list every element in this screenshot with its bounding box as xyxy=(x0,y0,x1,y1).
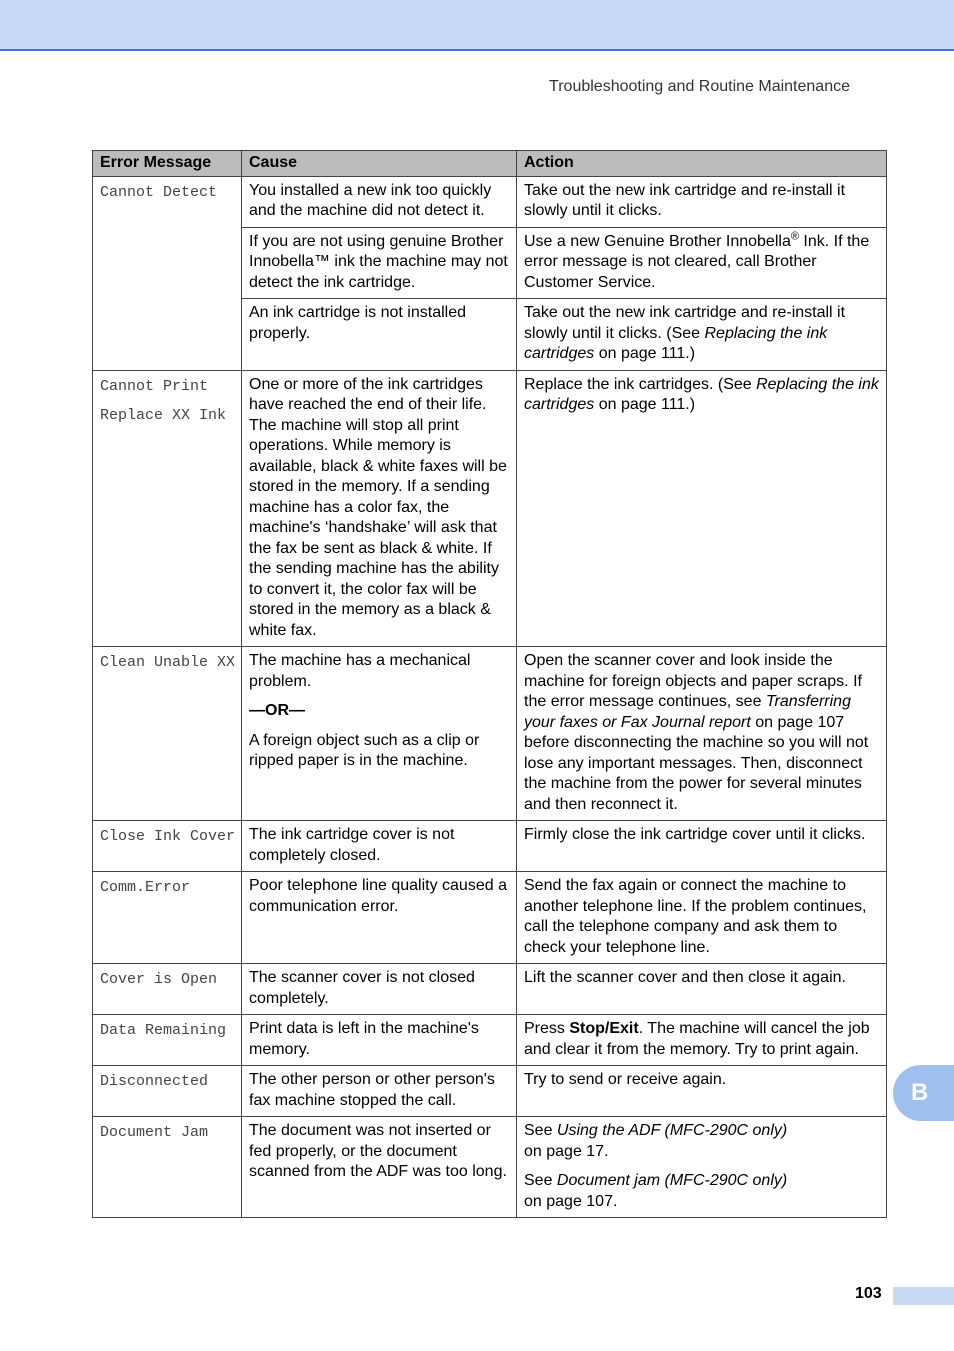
action-text: Replace the ink cartridges. (See xyxy=(524,375,757,393)
error-code: Close Ink Cover xyxy=(100,828,236,845)
table-header-row xyxy=(93,151,887,177)
running-header: Troubleshooting and Routine Maintenance xyxy=(549,78,850,95)
cause-cell: An ink cartridge is not installed properly. xyxy=(242,299,517,371)
column-header-action: Action xyxy=(517,151,887,177)
column-header-cause: Cause xyxy=(242,151,517,177)
action-cell xyxy=(517,1015,887,1066)
error-code: Clean Unable XX xyxy=(100,654,236,671)
error-code: Replace XX Ink xyxy=(100,407,227,424)
page-number: 103 xyxy=(855,1285,882,1302)
cause-cell: If you are not using genuine Brother Innobella™ ink the machine may not detect the ink cartridge. xyxy=(242,227,517,299)
action-text: on page 107. xyxy=(524,1192,618,1210)
action-cell: Firmly close the ink cartridge cover until it clicks. xyxy=(517,821,887,872)
error-message-cell xyxy=(93,176,242,370)
action-cell: Lift the scanner cover and then close it again. xyxy=(517,964,887,1015)
error-message-table xyxy=(92,150,887,1218)
error-message-cell xyxy=(93,1015,242,1066)
page-number-bar xyxy=(893,1287,954,1305)
error-message-cell xyxy=(93,1066,242,1117)
error-code: Disconnected xyxy=(100,1073,209,1090)
action-text: . The machine will cancel the job and clear it from the memory. Try to print again. xyxy=(524,1020,870,1058)
error-message-cell xyxy=(93,964,242,1015)
table-row xyxy=(93,370,887,647)
action-paragraph xyxy=(524,1171,881,1212)
cross-reference: Replacing the ink cartridges xyxy=(524,324,828,362)
table-row xyxy=(93,647,887,821)
column-header-error-message: Error Message xyxy=(93,151,242,177)
action-cell xyxy=(517,227,887,299)
error-code: Comm.Error xyxy=(100,879,191,896)
error-code: Document Jam xyxy=(100,1124,209,1141)
table-row xyxy=(93,821,887,872)
key-name: Stop/Exit xyxy=(569,1020,639,1037)
action-text: See xyxy=(524,1172,557,1189)
action-cell xyxy=(517,299,887,371)
cause-cell: The other person or other person's fax machine stopped the call. xyxy=(242,1066,517,1117)
or-separator: —OR— xyxy=(249,702,305,719)
chapter-tab xyxy=(893,1065,954,1121)
cross-reference: Replacing the ink cartridges xyxy=(524,375,879,413)
action-cell xyxy=(517,647,887,821)
action-text: on page 111.) xyxy=(594,396,696,413)
error-code: Cannot Detect xyxy=(100,183,218,201)
error-code: Cannot Print xyxy=(100,377,209,395)
cause-cell: The scanner cover is not closed completely. xyxy=(242,964,517,1015)
action-cell: Try to send or receive again. xyxy=(517,1066,887,1117)
error-message-cell xyxy=(93,370,242,647)
action-text: on page 17. xyxy=(524,1142,609,1160)
table-row xyxy=(93,1117,887,1218)
cause-cell: Poor telephone line quality caused a communication error. xyxy=(242,872,517,964)
error-code: Cover is Open xyxy=(100,971,218,988)
cause-cell: Print data is left in the machine's memory. xyxy=(242,1015,517,1066)
action-text: on page 107 before disconnecting the machine so you will not lose any important messages. Then, disconnect the machine from the power for several minutes and then reconnect it. xyxy=(524,713,869,813)
error-message-cell xyxy=(93,1117,242,1218)
table-row xyxy=(93,176,887,227)
cross-reference: Using the ADF (MFC-290C only) xyxy=(556,1122,788,1139)
action-cell: Send the fax again or connect the machine to another telephone line. If the problem continues, call the telephone company and ask them to check your telephone line. xyxy=(517,872,887,964)
cause-cell xyxy=(242,647,517,821)
chapter-tab-letter: B xyxy=(911,1079,929,1106)
cross-reference: Transferring your faxes or Fax Journal report xyxy=(524,693,851,731)
action-cell: Take out the new ink cartridge and re-install it slowly until it clicks. xyxy=(517,176,887,227)
error-message-cell xyxy=(93,872,242,964)
cause-text: A foreign object such as a clip or ripped paper is in the machine. xyxy=(249,731,480,769)
table-row xyxy=(93,964,887,1015)
action-text: on page 111.) xyxy=(594,345,696,362)
cross-reference: Document jam (MFC-290C only) xyxy=(556,1172,788,1189)
cause-cell: One or more of the ink cartridges have reached the end of their life. The machine will stop all print operations. While memory is available, black & white faxes will be stored in the memory. If a sending machine has a color fax, the machine's ‘handshake’ will ask that the fax be sent as black & white. If the sending machine has the ability to convert it, the color fax will be stored in the memory as a black & white fax. xyxy=(242,370,517,647)
action-text: Open the scanner cover and look inside the machine for foreign objects and paper scraps. If the error message continues, see xyxy=(524,652,862,710)
top-banner xyxy=(0,0,954,51)
table-row xyxy=(93,1015,887,1066)
cause-cell: You installed a new ink too quickly and the machine did not detect it. xyxy=(242,176,517,227)
error-message-cell xyxy=(93,647,242,821)
cause-cell: The document was not inserted or fed properly, or the document scanned from the ADF was too long. xyxy=(242,1117,517,1218)
action-cell xyxy=(517,1117,887,1218)
cause-cell: The ink cartridge cover is not completely closed. xyxy=(242,821,517,872)
table-row xyxy=(93,872,887,964)
action-text: Take out the new ink cartridge and re-install it slowly until it clicks. (See xyxy=(524,304,846,342)
action-text: Ink. If the error message is not cleared, call Brother Customer Service. xyxy=(524,232,870,291)
action-paragraph xyxy=(524,1121,881,1162)
cause-text: The machine has a mechanical problem. xyxy=(249,652,471,690)
action-cell xyxy=(517,370,887,647)
action-text: Press xyxy=(524,1020,570,1037)
action-text: See xyxy=(524,1122,557,1139)
table-row xyxy=(93,1066,887,1117)
action-text: Use a new Genuine Brother Innobella xyxy=(524,232,791,250)
error-message-cell xyxy=(93,821,242,872)
registered-mark: ® xyxy=(790,230,799,243)
error-code: Data Remaining xyxy=(100,1022,227,1039)
